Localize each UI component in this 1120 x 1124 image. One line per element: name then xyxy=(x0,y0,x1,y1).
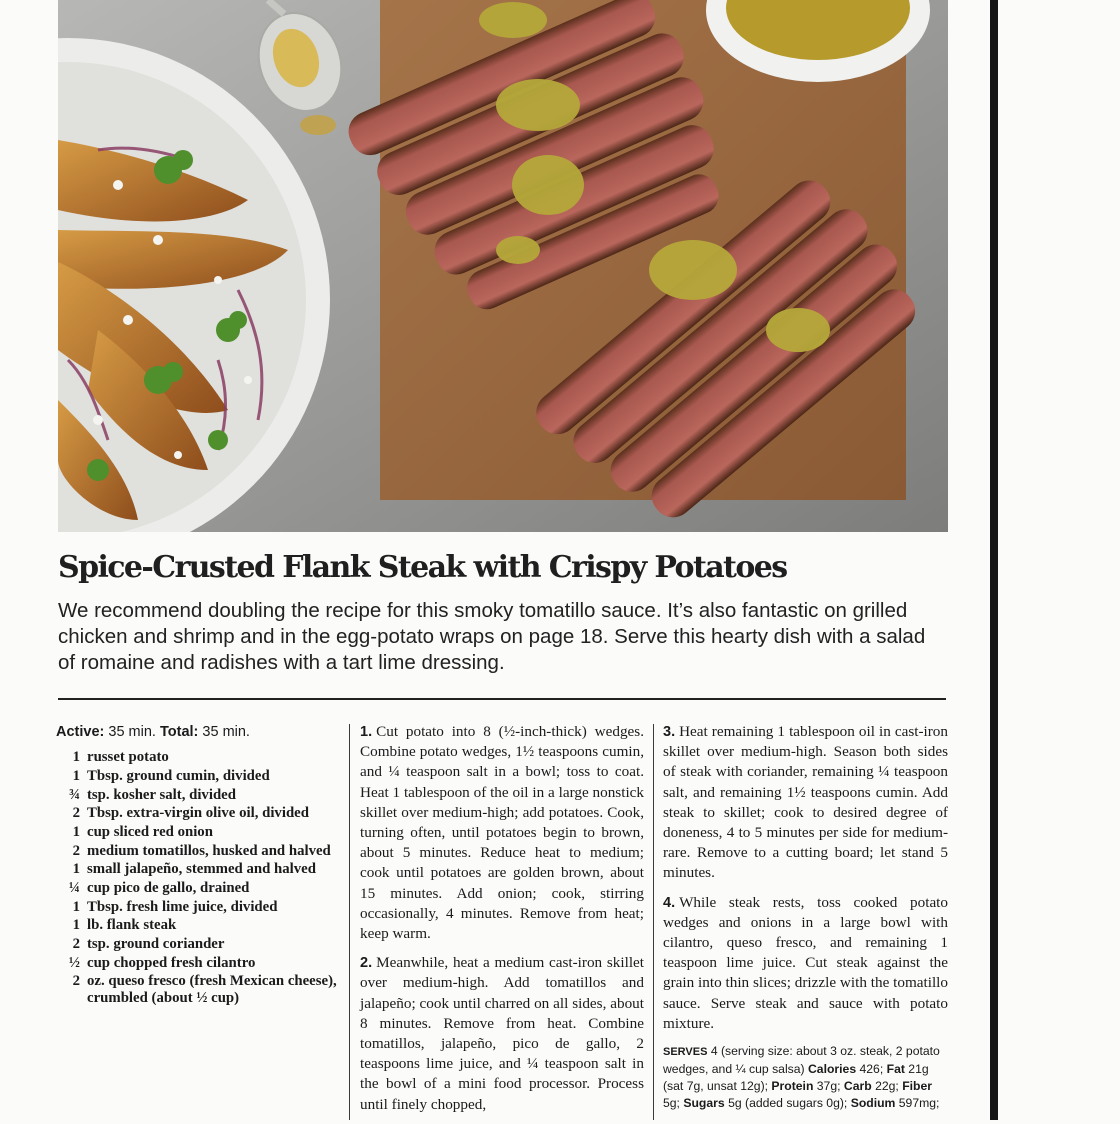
ingredient-item xyxy=(56,917,338,934)
step-2 xyxy=(360,953,644,1115)
steps-column-1 xyxy=(360,722,644,1124)
fiber-value: 5g; xyxy=(663,1096,680,1111)
ingredient-quantity: ¼ xyxy=(68,880,80,897)
ingredient-item xyxy=(56,955,338,972)
step-number: 2. xyxy=(360,955,373,972)
sodium-value: 597mg; xyxy=(898,1096,940,1111)
sugars-value: 5g (added sugars 0g); xyxy=(728,1096,848,1111)
recipe-title: Spice-Crusted Flank Steak with Crispy Potatoes xyxy=(58,550,787,585)
ingredient-item xyxy=(56,936,338,953)
step-text: Cut potato into 8 (½-inch-thick) wedges. Combine potato wedges, 1½ teaspoons cumin, and ¼ teaspoon salt in a bowl; toss to coat. Heat 1 tablespoon of the oil in a large nonstick skillet over medium-high; add potatoes. Cook, turning often, until potatoes begin to brown, about 5 minutes. Reduce heat to medium; cook until potatoes are golden brown, about 15 minutes. Add onion; cook, stirring occasionally, 4 minutes. Remove from heat; keep warm. xyxy=(360,723,644,943)
ingredient-quantity: 2 xyxy=(72,805,80,822)
active-time-label: Active: xyxy=(56,724,105,740)
ingredients-column xyxy=(56,722,338,1009)
ingredient-text: lb. flank steak xyxy=(87,917,177,934)
step-number: 1. xyxy=(360,724,373,740)
ingredient-item xyxy=(56,805,338,822)
ingredient-quantity: 1 xyxy=(72,861,80,878)
ingredient-item xyxy=(56,861,338,878)
ingredient-text: medium tomatillos, husked and halved xyxy=(87,842,331,859)
ingredient-text: Tbsp. extra-virgin olive oil, divided xyxy=(87,805,309,822)
section-divider xyxy=(58,698,946,700)
ingredient-quantity: 2 xyxy=(72,973,80,990)
calories-value: 426; xyxy=(859,1062,884,1077)
calories-label: Calories xyxy=(808,1062,857,1077)
ingredient-quantity: ¾ xyxy=(68,786,80,803)
step-4 xyxy=(663,893,948,1034)
serves-label: SERVES xyxy=(663,1046,708,1059)
step-1 xyxy=(360,722,644,944)
carb-label: Carb xyxy=(843,1079,872,1094)
step-text: Heat remaining 1 tablespoon oil in cast-iron skillet over medium-high. Season both sides of steak with coriander, remaining ¼ teaspoon salt, and remaining 1½ teaspoons cumin. Add steak to skillet; cook to desired degree of doneness, 4 to 5 minutes per side for medium-rare. Remove to a cutting board; let stand 5 minutes. xyxy=(663,723,948,882)
recipe-photo xyxy=(58,0,948,532)
total-time-label: Total: xyxy=(159,724,199,740)
ingredient-quantity: 1 xyxy=(72,749,80,766)
fiber-label: Fiber xyxy=(902,1079,932,1094)
ingredient-item xyxy=(56,749,338,766)
sugars-label: Sugars xyxy=(683,1096,725,1111)
active-time-value: 35 min. xyxy=(108,724,156,740)
step-number: 4. xyxy=(663,894,676,911)
ingredient-quantity: 1 xyxy=(72,823,80,840)
serving-size: (serving size: about 3 oz. steak, 2 potato wedges, and ¼ cup salsa) xyxy=(663,1044,940,1077)
ingredient-item xyxy=(56,824,338,841)
protein-label: Protein xyxy=(771,1079,814,1094)
nutrition-info xyxy=(663,1043,948,1112)
ingredient-item xyxy=(56,880,338,897)
step-text: Meanwhile, heat a medium cast-iron skillet over medium-high. Add tomatillos and jalapeño; cook until charred on all sides, about 8 minutes. Remove from heat. Combine tomatillos, jalapeño, pico de gallo, 2 teaspoons lime juice, and ¼ teaspoon salt in the bowl of a mini food processor. Process until finely chopped, xyxy=(360,954,644,1113)
ingredient-text: tsp. ground coriander xyxy=(87,936,225,953)
ingredient-text: tsp. kosher salt, divided xyxy=(87,786,236,803)
ingredient-text: cup pico de gallo, drained xyxy=(87,880,250,897)
total-time-value: 35 min. xyxy=(202,724,250,740)
ingredient-item xyxy=(56,787,338,804)
steps-column-2 xyxy=(663,722,948,1112)
timing xyxy=(56,722,338,742)
ingredient-quantity: 1 xyxy=(72,767,80,784)
ingredient-text: Tbsp. ground cumin, divided xyxy=(87,767,270,784)
ingredient-quantity: 2 xyxy=(72,936,80,953)
column-divider xyxy=(349,724,350,1120)
ingredient-text: russet potato xyxy=(87,749,169,766)
ingredient-text: cup sliced red onion xyxy=(87,823,213,840)
ingredient-item xyxy=(56,899,338,916)
ingredient-text: cup chopped fresh cilantro xyxy=(87,954,256,971)
ingredient-text: Tbsp. fresh lime juice, divided xyxy=(87,898,278,915)
step-3 xyxy=(663,722,948,884)
fat-value: 21g (sat 7g, unsat 12g); xyxy=(663,1062,929,1094)
ingredient-quantity: 1 xyxy=(72,917,80,934)
step-text: While steak rests, toss cooked potato wedges and onions in a large bowl with cilantro, queso fresco, and remaining 1 teaspoon lime juice. Cut steak against the grain into thin slices; drizzle with the tomatillo sauce. Serve steak and sauce with potato mixture. xyxy=(663,893,948,1032)
ingredient-list xyxy=(56,749,338,1006)
ingredient-text: small jalapeño, stemmed and halved xyxy=(87,861,316,878)
ingredient-item xyxy=(56,973,338,1006)
ingredient-text: oz. queso fresco (fresh Mexican cheese), crumbled (about ½ cup) xyxy=(87,973,337,1006)
ingredient-quantity: ½ xyxy=(68,954,80,971)
page-edge-bar xyxy=(990,0,998,1120)
ingredient-quantity: 2 xyxy=(72,842,80,859)
column-divider xyxy=(653,724,654,1120)
ingredient-item xyxy=(56,843,338,860)
ingredient-quantity: 1 xyxy=(72,898,80,915)
sodium-label: Sodium xyxy=(850,1096,896,1111)
ingredient-item xyxy=(56,768,338,785)
serves-value: 4 xyxy=(710,1044,718,1059)
protein-value: 37g; xyxy=(816,1079,841,1094)
carb-value: 22g; xyxy=(875,1079,899,1094)
fat-label: Fat xyxy=(886,1062,905,1077)
recipe-intro: We recommend doubling the recipe for this smoky tomatillo sauce. It’s also fantastic on grilled chicken and shrimp and in the egg-potato wraps on page 18. Serve this hearty dish with a salad of romaine and radishes with a tart lime dressing. xyxy=(58,599,926,674)
step-number: 3. xyxy=(663,724,676,740)
